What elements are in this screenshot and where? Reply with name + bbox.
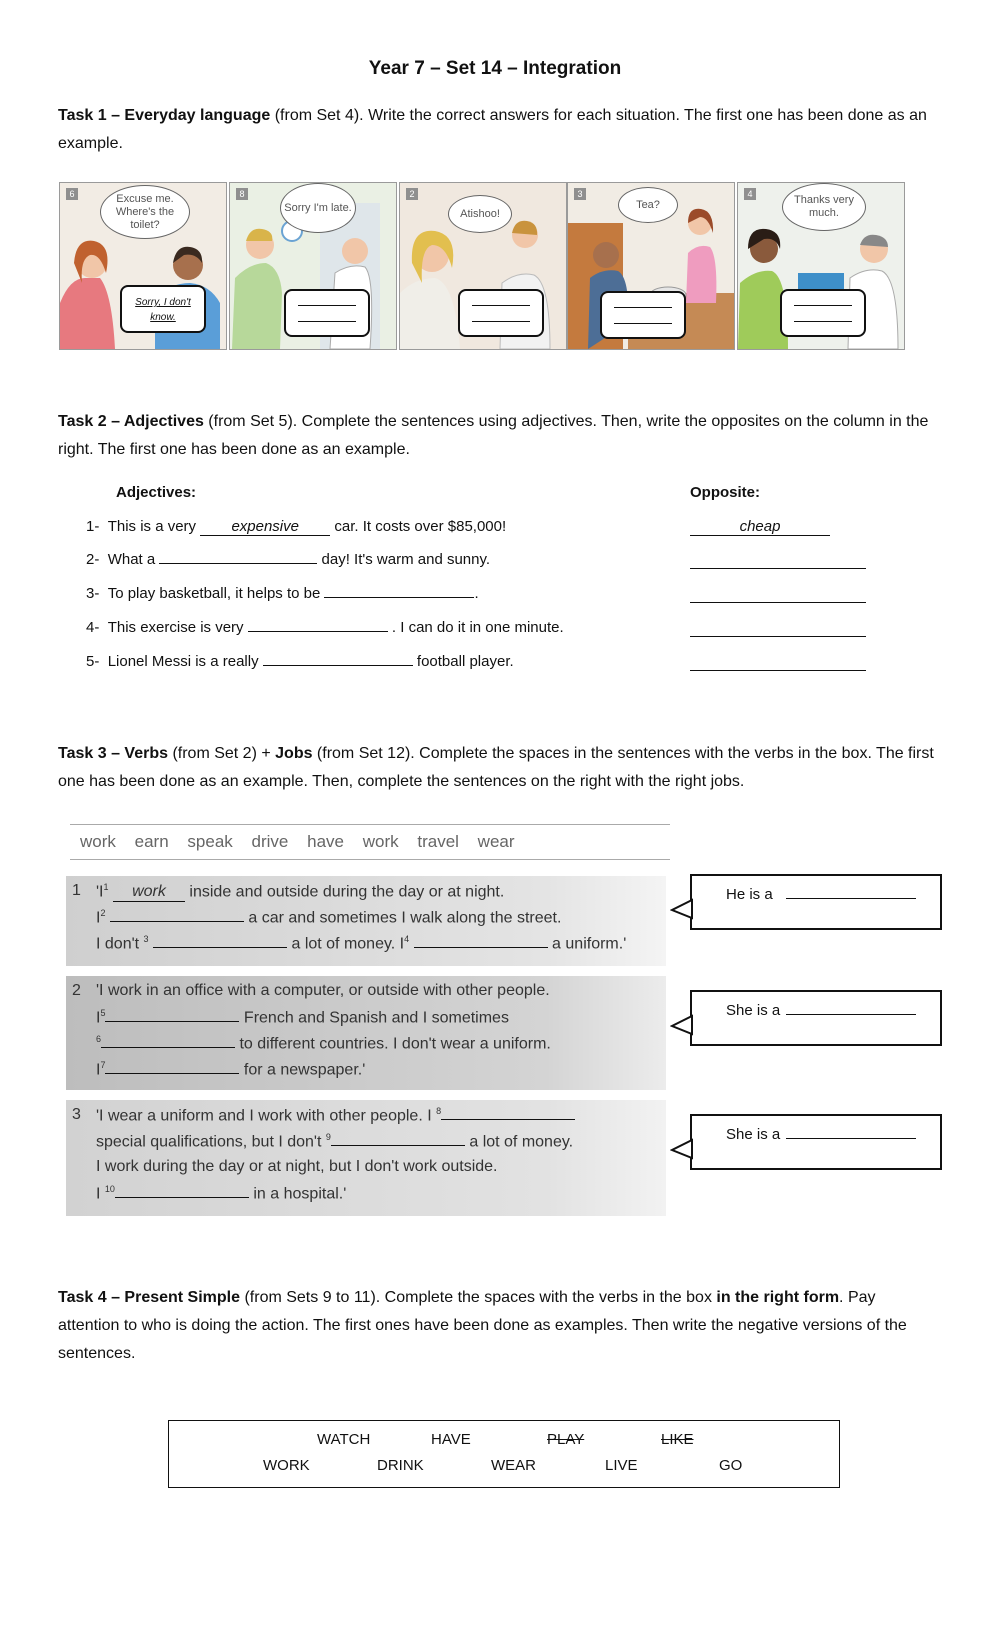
panel-number: 3	[574, 188, 586, 200]
adjectives-column-heading: Adjectives:	[116, 484, 197, 501]
task4-instructions: Task 4 – Present Simple (from Sets 9 to 11). Complete the spaces with the verbs in the box in the right form. Pay attention to who is doing the action. The first ones have been done as examples. Then write the negative versions of the sentences.	[58, 1289, 907, 1362]
verb-word: WATCH	[317, 1431, 371, 1448]
page-title: Year 7 – Set 14 – Integration	[368, 58, 622, 79]
task1-heading: Task 1 – Everyday language	[58, 107, 271, 124]
answer-blank[interactable]	[248, 631, 388, 632]
verb-word: GO	[719, 1457, 743, 1474]
example-answer: work	[113, 883, 185, 902]
comic-panel	[399, 182, 567, 350]
speech-bubble: Excuse me. Where's the toilet?	[100, 185, 190, 239]
job-blank[interactable]	[786, 898, 916, 899]
list-item: 3- To play basketball, it helps to be .	[86, 585, 479, 602]
list-item: 4- This exercise is very . I can do it in one minute.	[86, 619, 564, 636]
answer-blank[interactable]	[331, 1145, 465, 1146]
speech-bubble: Thanks very much.	[782, 183, 866, 231]
verb-word: DRINK	[377, 1457, 424, 1474]
verb-word-used: PLAY	[547, 1431, 585, 1448]
job-speech-box: He is a	[690, 874, 942, 930]
panel-number: 4	[744, 188, 756, 200]
answer-blank[interactable]	[110, 921, 244, 922]
answer-bubble-example	[120, 285, 206, 333]
opposite-blank[interactable]	[690, 585, 866, 603]
verb-word: WEAR	[491, 1457, 536, 1474]
speech-box-pointers	[670, 880, 696, 1140]
task2-heading: Task 2 – Adjectives	[58, 413, 204, 430]
answer-blank[interactable]	[153, 947, 287, 948]
job-speech-box: She is a	[690, 1114, 942, 1170]
answer-blank[interactable]	[263, 665, 413, 666]
list-item: 1- This is a very expensive car. It costs over $85,000!	[86, 518, 507, 535]
task2-instructions: Task 2 – Adjectives (from Set 5). Complete the sentences using adjectives. Then, write the opposites on the column in the right. The first one has been done as an example.	[58, 413, 929, 458]
job-blank[interactable]	[786, 1138, 916, 1139]
task1-instructions: Task 1 – Everyday language (from Set 4). Write the correct answers for each situation. The first one has been done as an example.	[58, 107, 927, 152]
answer-blank[interactable]	[101, 1047, 235, 1048]
verb-box	[168, 1420, 840, 1488]
answer-bubble	[780, 289, 866, 337]
speech-bubble: Atishoo!	[448, 195, 512, 233]
speech-bubble: Sorry I'm late.	[280, 183, 356, 233]
answer-blank[interactable]	[115, 1197, 249, 1198]
speech-bubble: Tea?	[618, 187, 678, 223]
task3-instructions: Task 3 – Verbs (from Set 2) + Jobs (from Set 12). Complete the spaces in the sentences with the verbs in the box. The first one has been done as an example. Then, complete the sentences on the right with the right jobs.	[58, 745, 934, 790]
list-item: 5- Lionel Messi is a really football player.	[86, 653, 514, 670]
list-item: 2- What a day! It's warm and sunny.	[86, 551, 491, 568]
panel-number: 6	[66, 188, 78, 200]
comic-panel	[59, 182, 227, 350]
answer-blank[interactable]	[324, 597, 474, 598]
answer-blank[interactable]	[441, 1119, 575, 1120]
answer-blank[interactable]	[159, 563, 317, 564]
exercise-1: 1 '$I^1$ work inside and outside during the day or at night. $I^2$ a car and sometimes I walk along the street. I don't $^3$ a lot of money. $I^4$ a uniform.'	[66, 876, 666, 966]
verb-word-used: LIKE	[661, 1431, 694, 1448]
exercise-3: 3 'I wear a uniform and I work with other people. I $^8$ special qualifications, but I don't $^9$ a lot of money. I work during the day or at night, but I don't work outside. I $^{10}$ in a hospital.'	[66, 1100, 666, 1216]
opposite-example: cheap	[690, 518, 830, 536]
comic-panel	[229, 182, 397, 350]
comic-panel	[737, 182, 905, 350]
opposite-blank[interactable]	[690, 619, 866, 637]
opposite-column-heading: Opposite:	[690, 484, 760, 501]
job-blank[interactable]	[786, 1014, 916, 1015]
comic-panel	[567, 182, 735, 350]
opposite-blank[interactable]	[690, 653, 866, 671]
verb-word-box: work earn speak drive have work travel wear	[70, 824, 670, 860]
example-answer: Sorry, I don't know.	[135, 297, 191, 323]
panel-number: 8	[236, 188, 248, 200]
answer-bubble	[600, 291, 686, 339]
answer-bubble	[458, 289, 544, 337]
panel-number: 2	[406, 188, 418, 200]
example-answer: expensive	[200, 518, 330, 536]
speech-box-pointer	[670, 1132, 696, 1172]
verb-word: WORK	[263, 1457, 310, 1474]
opposite-blank[interactable]	[690, 551, 866, 569]
verb-word: HAVE	[431, 1431, 471, 1448]
answer-blank[interactable]	[105, 1073, 239, 1074]
answer-bubble	[284, 289, 370, 337]
verb-word: LIVE	[605, 1457, 638, 1474]
exercise-2: 2 'I work in an office with a computer, or outside with other people. $I^5$ French and Spanish and I sometimes $^6$ to different countries. I don't wear a uniform. $I^7$ for a newspaper.'	[66, 976, 666, 1090]
answer-blank[interactable]	[414, 947, 548, 948]
job-speech-box: She is a	[690, 990, 942, 1046]
answer-blank[interactable]	[105, 1021, 239, 1022]
